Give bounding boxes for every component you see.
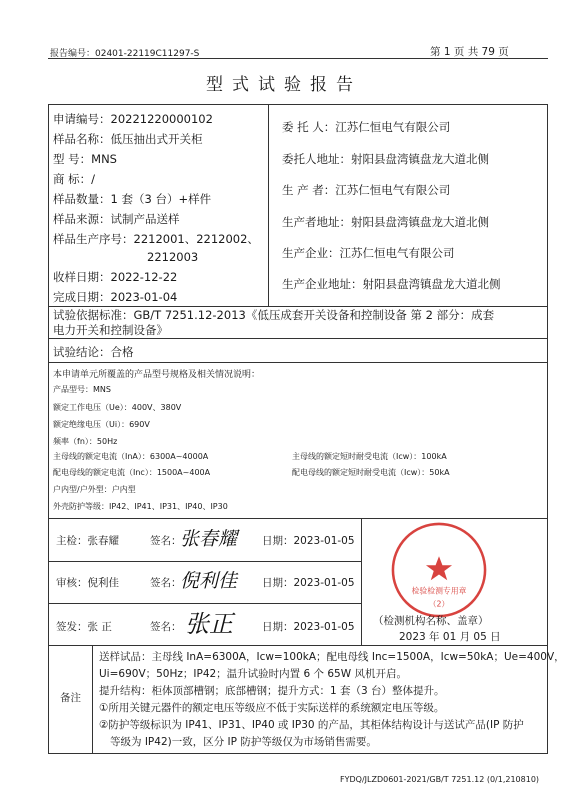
- issue-sign-label: 签名：: [150, 621, 182, 633]
- main-busbar-current: 主母线的额定电流（InA）：6300A~4000A: [53, 452, 209, 461]
- main-inspector: 主检：张春耀: [56, 535, 119, 547]
- frequency: 频率（fn）：50Hz: [53, 437, 118, 446]
- row-divider: [48, 645, 548, 646]
- remarks-line: 送样试品：主母线 InA=6300A，Icw=100kA；配电母线 Inc=1500A，Icw=50kA；Ue=400V，: [99, 651, 565, 663]
- page-indicator: 第 1 页 共 79 页: [430, 46, 509, 58]
- info-divider: [268, 104, 269, 306]
- issuer-signature: 张正: [185, 610, 233, 638]
- sample-name: 样品名称：低压抽出式开关柜: [53, 132, 203, 146]
- application-number: 申请编号：20221220000102: [53, 112, 213, 126]
- stamp-number: （2）: [428, 599, 450, 609]
- issuer: 签发：张 正: [56, 621, 112, 633]
- remarks-line: ②防护等级标识为 IP41、IP31、IP40 或 IP30 的产品，其柜体结构设计与送试产品(IP 防护: [99, 719, 524, 731]
- form-code-footer: FYDQ/JLZD0601-2021/GB/T 7251.12 (0/1,210810): [340, 775, 540, 784]
- row-divider: [48, 518, 548, 519]
- main-inspector-signature: 张春耀: [180, 528, 238, 550]
- reviewer: 审核：倪利佳: [56, 577, 119, 589]
- header-rule: [48, 58, 548, 59]
- insulation-voltage: 额定绝缘电压（Ui）：690V: [53, 420, 150, 429]
- sample-model: 型 号：MNS: [53, 152, 117, 166]
- client: 委 托 人：江苏仁恒电气有限公司: [282, 120, 451, 134]
- indoor-outdoor-type: 户内型/户外型：户内型: [53, 485, 136, 494]
- stamp-inner-text: 检验检测专用章: [411, 586, 467, 596]
- row-divider: [48, 362, 548, 363]
- sample-serial-cont: 2212003: [147, 250, 199, 264]
- seal-caption: （检测机构名称、盖章）: [373, 615, 489, 627]
- test-standard-cont: 电力开关和控制设备》: [53, 323, 168, 337]
- remarks-line: 等级为 IP42)一致，区分 IP 防护等级仅为市场销售需要。: [110, 736, 377, 748]
- remarks-label: 备注: [60, 692, 81, 704]
- completed-date: 完成日期：2023-01-04: [53, 290, 178, 304]
- sample-source: 样品来源：试制产品送样: [53, 212, 180, 226]
- remarks-line: 提升结构：柜体顶部槽钢；底部槽钢；提升方式：1 套（3 台）整体提升。: [99, 685, 445, 697]
- report-number: 报告编号：02401-22119C11297-S: [50, 49, 200, 59]
- rated-voltage: 额定工作电压（Ue）：400V、380V: [53, 403, 182, 412]
- issuer-date: 日期：2023-01-05: [262, 621, 355, 633]
- report-title: 型式试验报告: [206, 75, 362, 95]
- received-date: 收样日期：2022-12-22: [53, 270, 178, 284]
- sample-serial: 样品生产序号：2212001、2212002、: [53, 232, 259, 246]
- factory-address: 生产企业地址：射阳县盘湾镇盘龙大道北侧: [282, 277, 501, 291]
- reviewer-date: 日期：2023-01-05: [262, 577, 355, 589]
- test-standard: 试验依据标准：GB/T 7251.12-2013《低压成套开关设备和控制设备 第 2 部分：成套: [53, 308, 495, 322]
- distribution-busbar-current: 配电母线的额定电流（Inc）：1500A~400A: [53, 468, 211, 477]
- review-sign-label: 签名：: [150, 577, 182, 589]
- producer-address: 生产者地址：射阳县盘湾镇盘龙大道北侧: [282, 215, 489, 229]
- coverage-heading: 本申请单元所覆盖的产品型号规格及相关情况说明：: [53, 370, 261, 380]
- official-seal-stamp: [390, 521, 488, 619]
- producer: 生 产 者：江苏仁恒电气有限公司: [282, 183, 451, 197]
- seal-date: 2023 年 01 月 05 日: [399, 631, 501, 643]
- row-divider: [48, 338, 548, 339]
- protection-degree: 外壳防护等级：IP42、IP41、IP31、IP40、IP30: [53, 502, 228, 511]
- sample-brand: 商 标：/: [53, 172, 96, 186]
- client-address: 委托人地址：射阳县盘湾镇盘龙大道北侧: [282, 152, 489, 166]
- signature-divider: [361, 518, 362, 645]
- test-conclusion: 试验结论：合格: [53, 345, 134, 359]
- row-divider: [48, 561, 361, 562]
- sample-quantity: 样品数量：1 套（3 台）+样件: [53, 192, 212, 206]
- remarks-line: ①所用关键元器件的额定电压等级应不低于实际送样的系统额定电压等级。: [99, 702, 445, 714]
- main-busbar-icw: 主母线的额定短时耐受电流（Icw）：100kA: [292, 452, 447, 461]
- main-inspector-date: 日期：2023-01-05: [262, 535, 355, 547]
- reviewer-signature: 倪利佳: [180, 570, 238, 592]
- coverage-model: 产品型号：MNS: [53, 385, 111, 394]
- main-sign-label: 签名：: [150, 535, 182, 547]
- distribution-busbar-icw: 配电母线的额定短时耐受电流（Icw）：50kA: [292, 468, 450, 477]
- remarks-divider: [92, 645, 93, 754]
- factory: 生产企业：江苏仁恒电气有限公司: [282, 246, 455, 260]
- remarks-line: Ui=690V；50Hz；IP42；温升试验时内置 6 个 65W 风机开启。: [99, 668, 407, 680]
